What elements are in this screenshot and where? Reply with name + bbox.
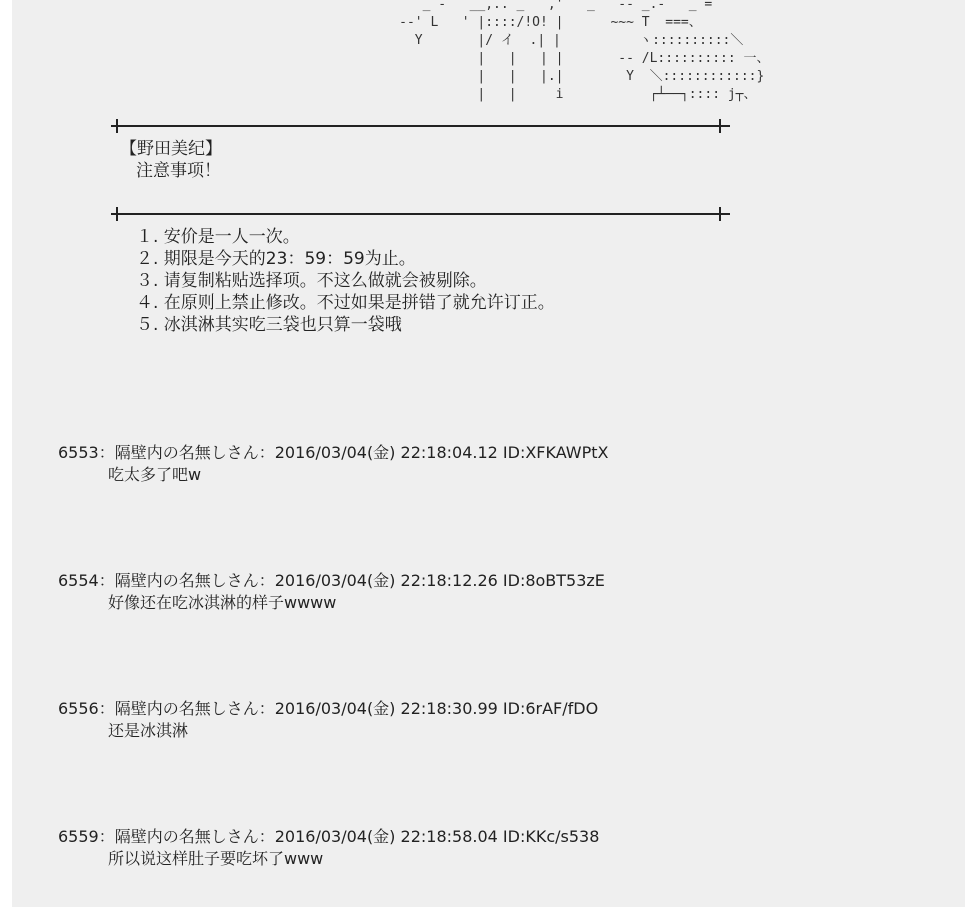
rule-item: ２. 期限是今天的23：59：59为止。 [136, 249, 416, 269]
post-body: 吃太多了吧w [108, 465, 202, 484]
post [58, 570, 605, 614]
ascii-art-line: _ - __,.. _ ,' _ -- _.- _ = [360, 0, 713, 12]
post [58, 698, 598, 742]
rule-item: ４. 在原则上禁止修改。不过如果是拼错了就允许订正。 [136, 293, 555, 313]
notice-heading: 注意事项！ [136, 161, 221, 181]
post-body: 所以说这样肚子要吃坏了www [108, 849, 324, 868]
rule-item: １. 安价是一人一次。 [136, 227, 300, 247]
speaker-name: 【野田美纪】 [120, 139, 222, 159]
rule-item: ５. 冰淇淋其实吃三袋也只算一袋哦 [136, 315, 402, 335]
ascii-art-line: | | |.| Y ＼::::::::::::} [360, 69, 765, 84]
post-header: 6556：隔壁内の名無しさん：2016/03/04(金) 22:18:30.99 ID:6rAF/fDO [58, 699, 599, 718]
divider-tick [719, 207, 721, 221]
divider-middle [111, 207, 730, 221]
divider-tick [719, 119, 721, 133]
ascii-art [360, 0, 770, 104]
divider-top [111, 119, 730, 133]
post [58, 826, 599, 870]
rule-item: ３. 请复制粘贴选择项。不这么做就会被剔除。 [136, 271, 487, 291]
ascii-art-line: Y |/ イ .| | ヽ::::::::::＼ [360, 33, 744, 48]
post-header: 6553：隔壁内の名無しさん：2016/03/04(金) 22:18:04.12 ID:XFKAWPtX [58, 443, 609, 462]
post-body: 还是冰淇淋 [108, 721, 189, 740]
divider-line [111, 213, 730, 215]
ascii-art-line: | | i ┌┴──┐:::: j┬、 [360, 87, 757, 102]
post-body: 好像还在吃冰淇淋的样子wwww [108, 593, 337, 612]
ascii-art-line: | | | | -- /L:::::::::: 一、 [360, 51, 770, 66]
post-header: 6554：隔壁内の名無しさん：2016/03/04(金) 22:18:12.26 ID:8oBT53zE [58, 571, 605, 590]
post-header: 6559：隔壁内の名無しさん：2016/03/04(金) 22:18:58.04 ID:KKc/s538 [58, 827, 600, 846]
rules-list [136, 226, 555, 336]
post [58, 442, 608, 486]
ascii-art-line: --' L ' |::::/!O! | ~~~ T ===、 [360, 15, 702, 30]
divider-line [111, 125, 730, 127]
